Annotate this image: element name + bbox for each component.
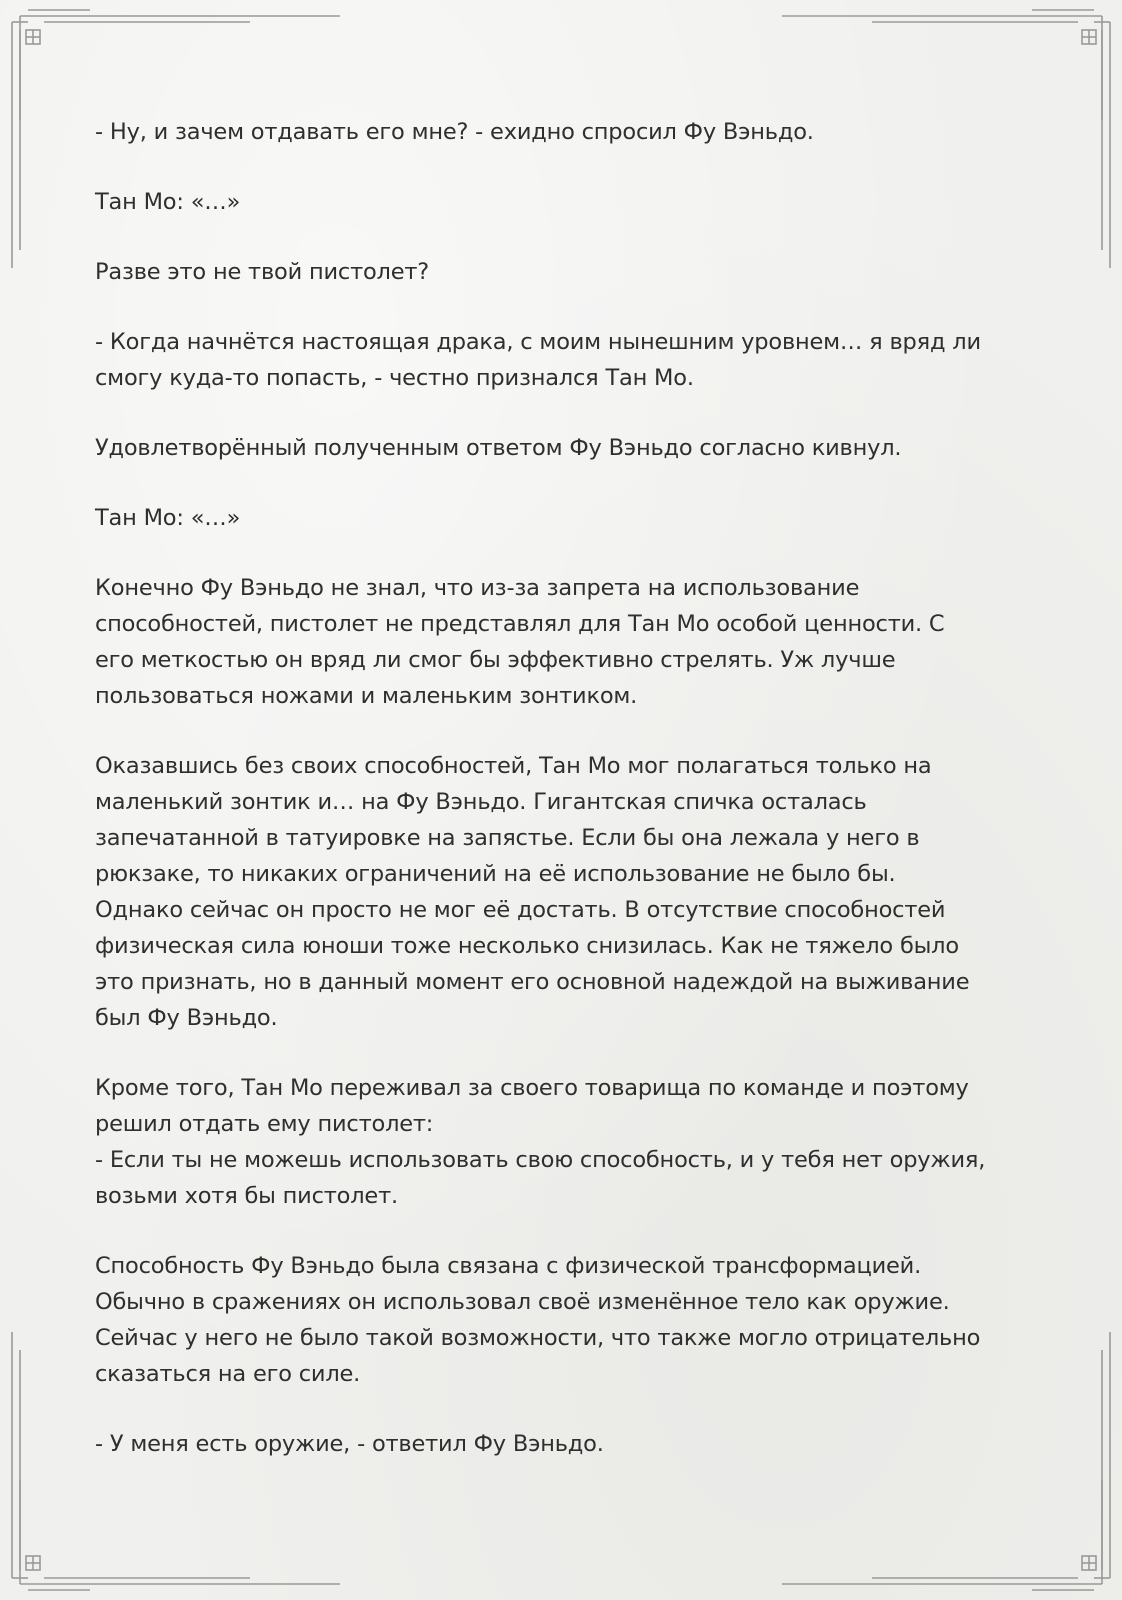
- text-line: Кроме того, Тан Мо переживал за своего товарища по команде и поэтому: [95, 1075, 969, 1101]
- paragraph: [95, 1248, 1030, 1392]
- text-line: Разве это не твой пистолет?: [95, 259, 430, 285]
- paragraph: [95, 570, 1030, 714]
- text-line: Оказавшись без своих способностей, Тан Мо мог полагаться только на: [95, 753, 932, 779]
- text-line: способностей, пистолет не представлял для Тан Мо особой ценности. С: [95, 611, 945, 637]
- text-line: - Если ты не можешь использовать свою способность, и у тебя нет оружия,: [95, 1147, 986, 1173]
- text-line: его меткостью он вряд ли смог бы эффективно стрелять. Уж лучше: [95, 647, 896, 673]
- paragraph: [95, 1070, 1030, 1214]
- text-line: сказаться на его силе.: [95, 1361, 361, 1387]
- text-line: Удовлетворённый полученным ответом Фу Вэньдо согласно кивнул.: [95, 435, 902, 461]
- paragraph: [95, 254, 1030, 290]
- text-line: был Фу Вэньдо.: [95, 1005, 278, 1031]
- text-line: Конечно Фу Вэньдо не знал, что из-за запрета на использование: [95, 575, 860, 601]
- text-line: маленький зонтик и… на Фу Вэньдо. Гигантская спичка осталась: [95, 789, 867, 815]
- text-line: рюкзаке, то никаких ограничений на её использование не было бы.: [95, 861, 896, 887]
- text-line: - У меня есть оружие, - ответил Фу Вэньдо.: [95, 1431, 604, 1457]
- paragraph: [95, 1426, 1030, 1462]
- text-line: Тан Мо: «…»: [95, 189, 241, 215]
- paragraph: [95, 324, 1030, 396]
- text-line: это признать, но в данный момент его основной надеждой на выживание: [95, 969, 970, 995]
- text-line: Обычно в сражениях он использовал своё изменённое тело как оружие.: [95, 1289, 950, 1315]
- text-line: возьми хотя бы пистолет.: [95, 1183, 398, 1209]
- text-line: Сейчас у него не было такой возможности, что также могло отрицательно: [95, 1325, 981, 1351]
- paragraph: [95, 500, 1030, 536]
- text-line: решил отдать ему пистолет:: [95, 1111, 434, 1137]
- paragraph: [95, 184, 1030, 220]
- text-line: запечатанной в татуировке на запястье. Если бы она лежала у него в: [95, 825, 920, 851]
- text-line: - Когда начнётся настоящая драка, с моим нынешним уровнем… я вряд ли: [95, 329, 981, 355]
- text-line: - Ну, и зачем отдавать его мне? - ехидно спросил Фу Вэньдо.: [95, 119, 814, 145]
- text-line: Тан Мо: «…»: [95, 505, 241, 531]
- text-line: пользоваться ножами и маленьким зонтиком.: [95, 683, 638, 709]
- paragraph: [95, 748, 1030, 1036]
- text-line: Однако сейчас он просто не мог её достать. В отсутствие способностей: [95, 897, 946, 923]
- paragraph: [95, 114, 1030, 150]
- text-line: Способность Фу Вэньдо была связана с физической трансформацией.: [95, 1253, 922, 1279]
- paragraph: [95, 430, 1030, 466]
- text-line: смогу куда-то попасть, - честно признался Тан Мо.: [95, 365, 694, 391]
- text-line: физическая сила юноши тоже несколько снизилась. Как не тяжело было: [95, 933, 959, 959]
- story-text: [95, 114, 1030, 1496]
